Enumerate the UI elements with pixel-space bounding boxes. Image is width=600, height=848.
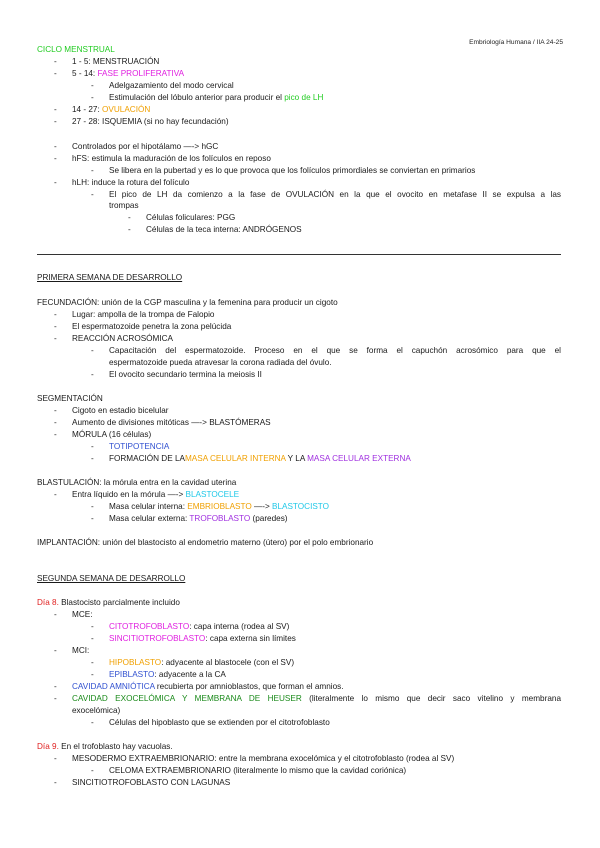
paragraph: FECUNDACIÓN: unión de la CGP masculina y la femenina para producir un cigoto (37, 298, 338, 307)
list-item: CELOMA EXTRAEMBRIONARIO (literalmente lo mismo que la cavidad coriónica) (109, 766, 407, 775)
bullet-dash: - (91, 442, 94, 451)
bullet-dash: - (54, 310, 57, 319)
list-item: 14 - 27: OVULACIÓN (72, 105, 151, 114)
bullet-dash: - (54, 117, 57, 126)
list-item: SINCITIOTROFOBLASTO: capa externa sin límites (109, 634, 296, 643)
section-title-semana1: PRIMERA SEMANA DE DESARROLLO (37, 273, 183, 282)
bullet-dash: - (91, 766, 94, 775)
list-item: Células del hipoblasto que se extienden por el citotrofoblasto (109, 718, 330, 727)
list-item: CAVIDAD AMNIÓTICA recubierta por amnioblastos, que forman el amnios. (72, 682, 344, 691)
section-title-ciclo: CICLO MENSTRUAL (37, 45, 115, 54)
list-item: 5 - 14: FASE PROLIFERATIVA (72, 69, 185, 78)
bullet-dash: - (54, 142, 57, 151)
bullet-dash: - (54, 154, 57, 163)
bullet-dash: - (91, 502, 94, 511)
list-item: EPIBLASTO: adyacente a la CA (109, 670, 226, 679)
bullet-dash: - (91, 190, 94, 199)
list-item: Células foliculares: PGG (146, 213, 236, 222)
bullet-dash: - (54, 490, 57, 499)
list-item: Cigoto en estadio bicelular (72, 406, 169, 415)
bullet-dash: - (54, 178, 57, 187)
list-item: FORMACIÓN DE LAMASA CELULAR INTERNA Y LA MASA CELULAR EXTERNA (109, 454, 411, 463)
bullet-dash: - (54, 57, 57, 66)
bullet-dash: - (91, 346, 94, 355)
bullet-dash: - (91, 93, 94, 102)
list-item: hFS: estimula la maduración de los folículos en reposo (72, 154, 271, 163)
paragraph: IMPLANTACIÓN: unión del blastocisto al endometrio materno (útero) por el polo embrionario (37, 538, 374, 547)
course-header: Embriología Humana / IIA 24-25 (469, 39, 563, 46)
list-item: Lugar: ampolla de la trompa de Falopio (72, 310, 215, 319)
paragraph: BLASTULACIÓN: la mórula entra en la cavidad uterina (37, 478, 237, 487)
list-item: El pico de LH da comienzo a la fase de OVULACIÓN en la que el ovocito en metafase II se expulsa a las (109, 190, 561, 199)
bullet-dash: - (54, 682, 57, 691)
bullet-dash: - (54, 334, 57, 343)
list-item: MCE: (72, 610, 93, 619)
list-item: SINCITIOTROFOBLASTO CON LAGUNAS (72, 778, 231, 787)
list-item-continuation: exocelómica) (72, 706, 121, 715)
bullet-dash: - (91, 454, 94, 463)
bullet-dash: - (91, 718, 94, 727)
list-item: 27 - 28: ISQUEMIA (si no hay fecundación) (72, 117, 229, 126)
list-item: MESODERMO EXTRAEMBRIONARIO: entre la membrana exocelómica y el citotrofoblasto (rodea al SV) (72, 754, 455, 763)
list-item: CITOTROFOBLASTO: capa interna (rodea al SV) (109, 622, 290, 631)
list-item: hLH: induce la rotura del folículo (72, 178, 190, 187)
bullet-dash: - (91, 370, 94, 379)
bullet-dash: - (91, 658, 94, 667)
section-title-semana2: SEGUNDA SEMANA DE DESARROLLO (37, 574, 186, 583)
paragraph: Día 9. En el trofoblasto hay vacuolas. (37, 742, 173, 751)
list-item: 1 - 5: MENSTRUACIÓN (72, 57, 160, 66)
list-item: Masa celular externa: TROFOBLASTO (paredes) (109, 514, 288, 523)
list-item-continuation: espermatozoide pueda atravesar la corona radiada del óvulo. (109, 358, 332, 367)
bullet-dash: - (54, 646, 57, 655)
list-item: REACCIÓN ACROSÓMICA (72, 334, 173, 343)
bullet-dash: - (54, 105, 57, 114)
bullet-dash: - (54, 694, 57, 703)
bullet-dash: - (91, 634, 94, 643)
list-item: HIPOBLASTO: adyacente al blastocele (con el SV) (109, 658, 295, 667)
divider (37, 254, 561, 255)
bullet-dash: - (54, 69, 57, 78)
list-item: Capacitación del espermatozoide. Proceso en el que se forma el capuchón acrosómico para que el (109, 346, 561, 355)
bullet-dash: - (54, 778, 57, 787)
bullet-dash: - (54, 610, 57, 619)
bullet-dash: - (91, 166, 94, 175)
list-item: Aumento de divisiones mitóticas —-> BLASTÓMERAS (72, 418, 271, 427)
bullet-dash: - (54, 406, 57, 415)
list-item: MÓRULA (16 células) (72, 430, 152, 439)
bullet-dash: - (54, 418, 57, 427)
bullet-dash: - (91, 622, 94, 631)
bullet-dash: - (54, 322, 57, 331)
bullet-dash: - (54, 430, 57, 439)
list-item: El espermatozoide penetra la zona pelúcida (72, 322, 232, 331)
list-item: TOTIPOTENCIA (109, 442, 170, 451)
list-item: Adelgazamiento del modo cervical (109, 81, 234, 90)
list-item: Se libera en la pubertad y es lo que provoca que los folículos primordiales se conviertan en primarios (109, 166, 476, 175)
list-item: Entra líquido en la mórula —-> BLASTOCELE (72, 490, 240, 499)
bullet-dash: - (91, 514, 94, 523)
list-item: Masa celular interna: EMBRIOBLASTO —-> BLASTOCISTO (109, 502, 330, 511)
paragraph: SEGMENTACIÓN (37, 394, 103, 403)
bullet-dash: - (91, 670, 94, 679)
list-item: Controlados por el hipotálamo —-> hGC (72, 142, 219, 151)
bullet-dash: - (128, 225, 131, 234)
list-item: Células de la teca interna: ANDRÓGENOS (146, 225, 302, 234)
list-item: Estimulación del lóbulo anterior para producir el pico de LH (109, 93, 324, 102)
list-item-continuation: trompas (109, 201, 139, 210)
list-item: El ovocito secundario termina la meiosis II (109, 370, 262, 379)
list-item: CAVIDAD EXOCELÓMICA Y MEMBRANA DE HEUSER (literalmente lo mismo que decir saco vitelino y membrana (72, 694, 561, 703)
bullet-dash: - (91, 81, 94, 90)
list-item: MCI: (72, 646, 90, 655)
bullet-dash: - (128, 213, 131, 222)
paragraph: Día 8. Blastocisto parcialmente incluido (37, 598, 180, 607)
bullet-dash: - (54, 754, 57, 763)
